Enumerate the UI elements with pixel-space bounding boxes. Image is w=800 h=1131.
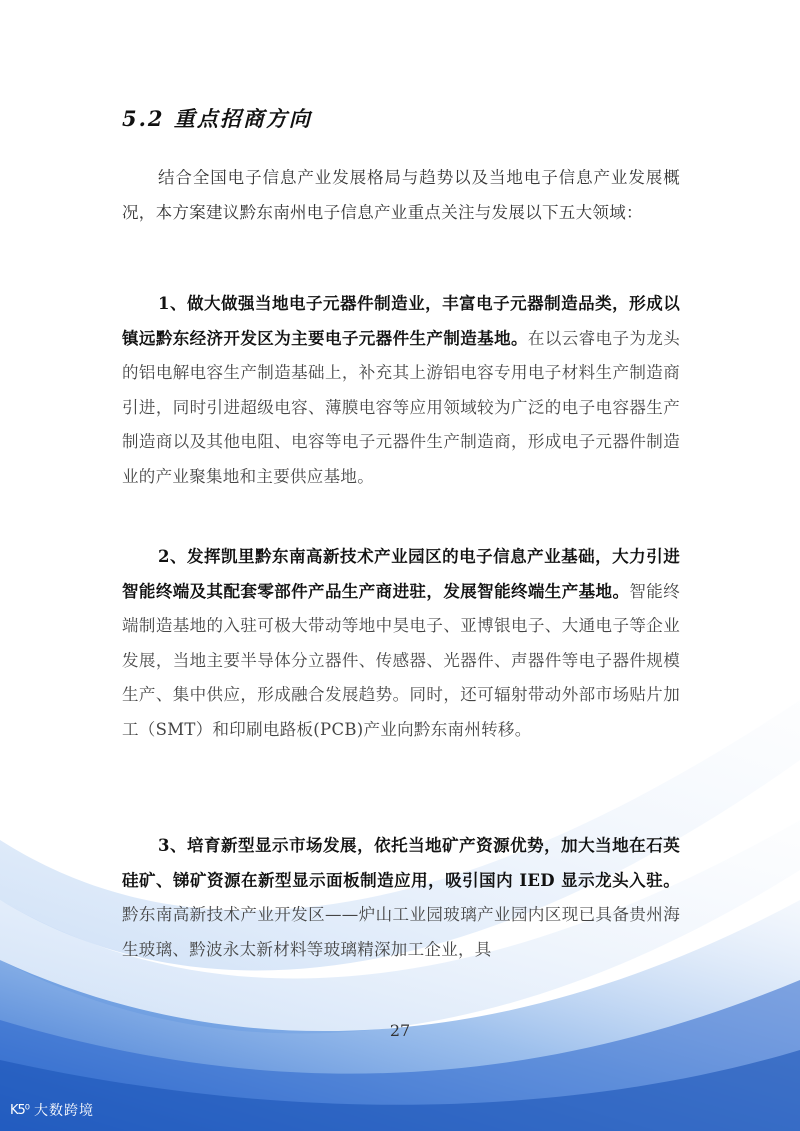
item-2-bold-lead: 2、发挥凯里黔东南高新技术产业园区的电子信息产业基础，大力引进智能终端及其配套零部件产品生产商进驻，发展智能终端生产基地。 — [122, 547, 680, 601]
intro-paragraph: 结合全国电子信息产业发展格局与趋势以及当地电子信息产业发展概况，本方案建议黔东南州电子信息产业重点关注与发展以下五大领域： — [122, 168, 680, 222]
item-2-body-text: 智能终端制造基地的入驻可极大带动等地中昊电子、亚博银电子、大通电子等企业发展，当地主要半导体分立器件、传感器、光器件、声器件等电子器件规模生产、集中供应，形成融合发展趋势。同时，还可辐射带动外部市场贴片加工（SMT）和印刷电路板(PCB)产业向黔东南州转移。 — [122, 581, 680, 739]
item-1-body-text: 在以云睿电子为龙头的铝电解电容生产制造基础上，补充其上游铝电容专用电子材料生产制造商引进，同时引进超级电容、薄膜电容等应用领域较为广泛的电子电容器生产制造商以及其他电阻、电容等电子元器件生产制造商，形成电子元器件制造业的产业聚集地和主要供应基地。 — [122, 328, 681, 486]
footer-logo — [10, 1100, 94, 1120]
item-3-bold-lead: 3、培育新型显示市场发展，依托当地矿产资源优势，加大当地在石英硅矿、锑矿资源在新型显示面板制造应用，吸引国内 IED 显示龙头入驻。 — [122, 836, 680, 890]
page-number: 27 — [389, 1021, 411, 1040]
item-2-paragraph — [122, 540, 680, 747]
item-1-paragraph — [122, 287, 680, 494]
item-3-paragraph — [122, 829, 680, 967]
logo-mark-icon: K5⁰ — [10, 1102, 30, 1118]
section-heading: 5.2 重点招商方向 — [122, 106, 312, 131]
item-1-bold-lead: 1、做大做强当地电子元器件制造业，丰富电子元器制造品类，形成以镇远黔东经济开发区为主要电子元器件生产制造基地。 — [122, 294, 680, 348]
item-3-body-text: 黔东南高新技术产业开发区——炉山工业园玻璃产业园内区现已具备贵州海生玻璃、黔波永太新材料等玻璃精深加工企业，具 — [122, 905, 680, 959]
logo-text: 大数跨境 — [34, 1103, 95, 1119]
